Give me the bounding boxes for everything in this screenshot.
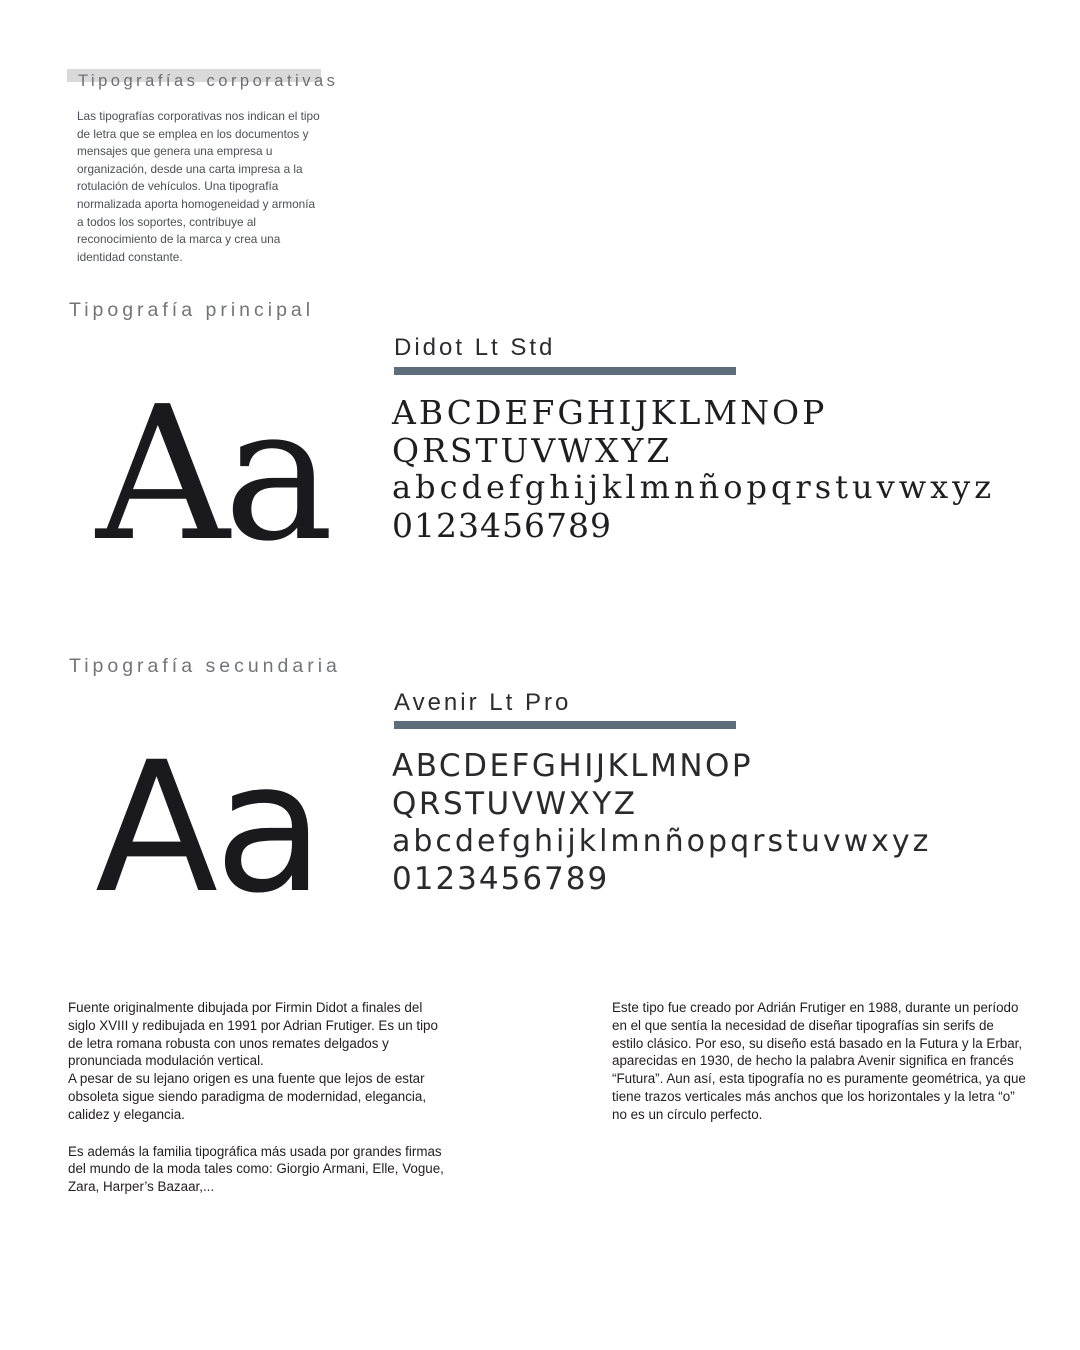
font-name-primary: Didot Lt Std [394, 334, 556, 361]
description-primary-p2: A pesar de su lejano origen es una fuente que lejos de estar obsoleta sigue siendo paradigma de modernidad, elegancia, calidez y elegancia. [68, 1071, 427, 1122]
specimen-primary-lower: abcdefghijklmnñopqrstuvwxyz [392, 468, 996, 506]
specimen-secondary-caps2: QRSTUVWXYZ [392, 785, 638, 822]
description-secondary [612, 999, 1026, 1124]
font-name-secondary: Avenir Lt Pro [394, 689, 572, 716]
description-primary-p3: Es además la familia tipográfica más usada por grandes firmas del mundo de la moda tales como: Giorgio Armani, Elle, Vogue, Zara, Harper’s Bazaar,... [68, 1143, 444, 1195]
section-label-secondary: Tipografía secundaria [69, 655, 341, 677]
big-sample-secondary: Aa [95, 724, 321, 933]
specimen-primary-caps2: QRSTUVWXYZ [392, 430, 673, 470]
description-primary [68, 999, 446, 1196]
intro-paragraph: Las tipografías corporativas nos indican el tipo de letra que se emplea en los documentos y mensajes que genera una empresa u organización, desde una carta impresa a la rotulación de vehículos. Una tipografía normalizada aporta homogeneidad y armonía a todos los soportes, contribuye al reconocimiento de la marca y crea una identidad constante. [77, 109, 320, 264]
specimen-primary [392, 394, 995, 544]
page-title: Tipografías corporativas [78, 72, 339, 90]
specimen-primary-caps1: ABCDEFGHIJKLMNOP [392, 393, 828, 432]
accent-bar-primary [394, 367, 736, 375]
specimen-primary-digits: 0123456789 [392, 505, 612, 545]
specimen-secondary [392, 748, 931, 898]
specimen-secondary-digits: 0123456789 [392, 860, 610, 897]
section-label-primary: Tipografía principal [69, 299, 315, 321]
accent-bar-secondary [394, 721, 736, 729]
big-sample-primary: Aa [96, 366, 328, 582]
description-secondary-p1: Este tipo fue creado por Adrián Frutiger en 1988, durante un período en el que sentía la necesidad de diseñar tipografías sin serifs de estilo clásico. Por eso, su diseño está basado en la Futura y la Erbar, aparecidas en 1930, de hecho la palabra Avenir significa en francés “Futura”. Aun así, esta tipografía no es puramente geométrica, ya que tiene trazos verticales más anchos que los horizontales y la letra “o” no es un círculo perfecto. [612, 1000, 1026, 1122]
specimen-secondary-caps1: ABCDEFGHIJKLMNOP [392, 748, 754, 784]
description-primary-p1: Fuente originalmente dibujada por Firmin Didot a finales del siglo XVIII y redibujada en 1991 por Adrian Frutiger. Es un tipo de letra romana robusta con unos remates delgados y pronunciada modulación vertical. [68, 1000, 438, 1069]
specimen-secondary-lower: abcdefghijklmnñopqrstuvwxyz [392, 824, 932, 859]
